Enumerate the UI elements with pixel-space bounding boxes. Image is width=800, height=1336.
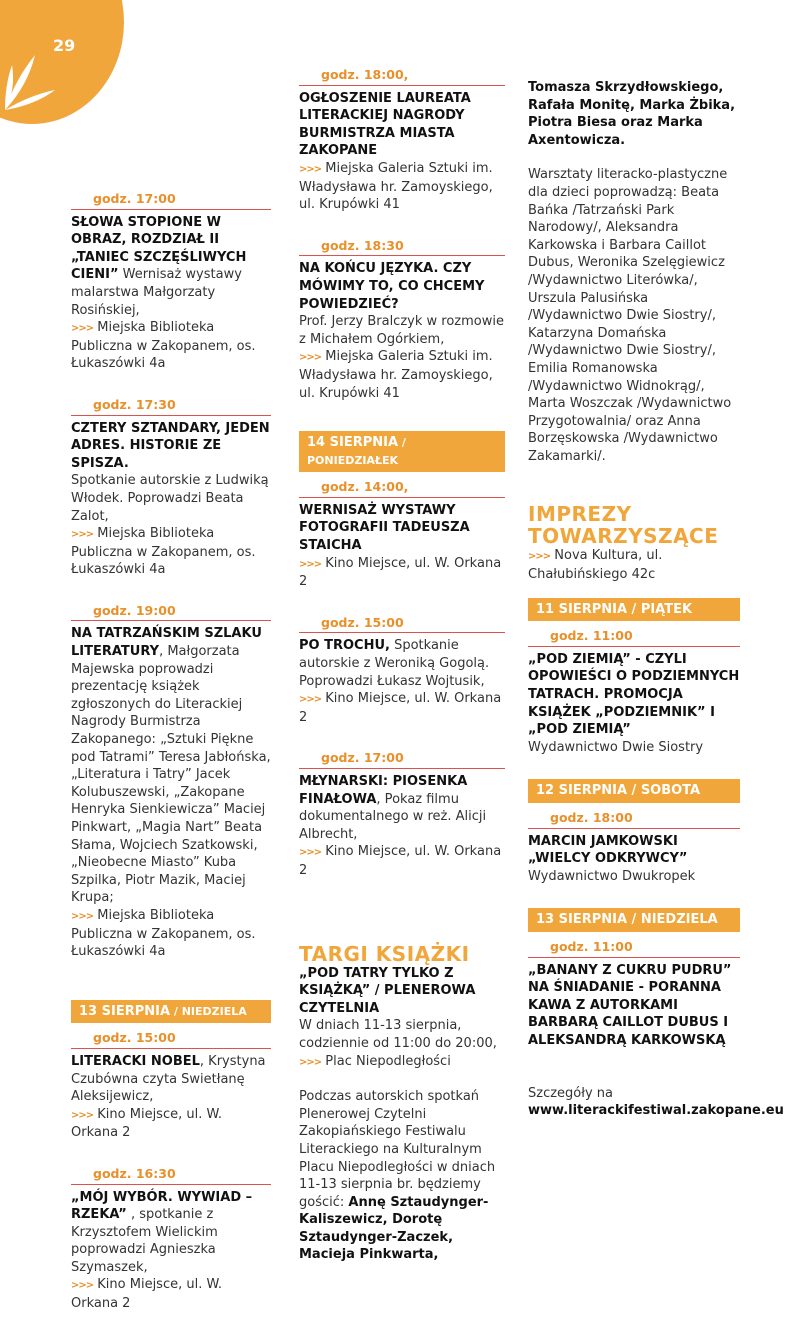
event-title: MŁYNARSKI: PIOSENKA FINAŁOWA	[299, 774, 468, 807]
event	[71, 602, 271, 961]
event-time: godz. 16:30	[71, 1165, 271, 1185]
event	[299, 478, 505, 591]
event-time: godz. 11:00	[528, 627, 740, 647]
event-desc: Wernisaż wystawy malarstwa Małgorzaty Rosińskiej,	[71, 267, 242, 318]
event-time: godz. 17:00	[299, 749, 505, 769]
event	[299, 749, 505, 879]
event-title: WERNISAŻ WYSTAWY FOTOGRAFII TADEUSZA STAICHA	[299, 502, 470, 554]
column-3	[528, 79, 784, 1120]
event-time: godz. 11:00	[528, 938, 740, 958]
day-header: 11 SIERPNIA / PIĄTEK	[528, 598, 740, 622]
event-title: „POD TATRY TYLKO Z KSIĄŻKĄ” / PLENEROWA CZYTELNIA	[299, 965, 476, 1016]
day-date: 13 SIERPNIA	[79, 1003, 171, 1019]
event-place: Nova Kultura, ul. Chałubińskiego 42c	[528, 548, 663, 583]
event-title: „POD ZIEMIĄ” - CZYLI OPOWIEŚCI O PODZIEMNYCH TATRACH. PROMOCJA KSIĄŻEK „PODZIEMNIK” I „POD ZIEMIĄ”	[528, 651, 740, 738]
fair-guests: Annę Sztaudynger-Kaliszewicz, Dorotę Sztaudynger-Zaczek, Macieja Pinkwarta,	[299, 1194, 489, 1263]
arrow-icon: >>>	[528, 551, 551, 563]
day-header	[299, 431, 505, 472]
event	[528, 938, 740, 1050]
event	[528, 627, 740, 756]
arrow-icon: >>>	[299, 694, 322, 706]
event	[71, 190, 271, 373]
event-title: SŁOWA STOPIONE W OBRAZ, ROZDZIAŁ II „TANIEC SZCZĘŚLIWYCH CIENI”	[71, 214, 247, 283]
event-title: CZTERY SZTANDARY, JEDEN ADRES. HISTORIE ZE SPISZA.	[71, 420, 270, 471]
footer-url[interactable]: www.literackifestiwal.zakopane.eu	[528, 1103, 784, 1119]
event-place: Miejska Biblioteka Publiczna w Zakopanem, os. Łukaszówki 4a	[71, 526, 256, 578]
day-weekday: / PONIEDZIAŁEK	[307, 436, 406, 467]
fair-paragraph: Podczas autorskich spotkań Plenerowej Czytelni Zakopiańskiego Festiwalu Literackiego na Kulturalnym Placu Niepodległości w dniach 11-13 sierpnia br. będziemy gościć:	[299, 1089, 496, 1210]
workshops-paragraph: Warsztaty literacko-plastyczne dla dzieci poprowadzą: Beata Bańka /Tatrzański Park Narodowy/, Aleksandra Karkowska i Barbara Caillot Dubus, Weronika Szelęgiewicz /Wydawnictwo Literówka/, Urszula Palusińska /Wydawnictwo Dwie Siostry/, Katarzyna Domańska /Wydawnictwo Dwie Siostry/, Emilia Romanowska /Wydawnictwo Widnokrąg/, Marta Woszczak /Wydawnictwo Przygotowalnia/ oraz Anna Borzęskowska /Wydawnictwo Zakamarki/.	[528, 167, 732, 464]
wheat-icon	[0, 40, 60, 120]
arrow-icon: >>>	[299, 352, 322, 364]
fair-guests-continued: Tomasza Skrzydłowskiego, Rafała Monitę, Marka Żbika, Piotra Biesa oraz Marka Axentowicza.	[528, 80, 736, 148]
event-place: Kino Miejsce, ul. W. Orkana 2	[299, 844, 502, 878]
day-header: 13 SIERPNIA / NIEDZIELA	[528, 908, 740, 932]
event-time: godz. 19:00	[71, 602, 271, 622]
event-desc: W dniach 11-13 sierpnia, codziennie od 11:00 do 20:00,	[299, 1018, 497, 1051]
event-title: MARCIN JAMKOWSKI „WIELCY ODKRYWCY”	[528, 833, 688, 867]
event-desc: Spotkanie autorskie z Ludwiką Włodek. Poprowadzi Beata Zalot,	[71, 473, 269, 524]
event	[299, 66, 505, 214]
arrow-icon: >>>	[299, 847, 322, 859]
column-2	[299, 66, 505, 1264]
event-title: NA KOŃCU JĘZYKA. CZY MÓWIMY TO, CO CHCEMY POWIEDZIEĆ?	[299, 261, 485, 312]
event-time: godz. 15:00	[71, 1029, 271, 1049]
event-desc: , spotkanie z Krzysztofem Wielickim poprowadzi Agnieszka Szymaszek,	[71, 1207, 218, 1275]
event-title: LITERACKI NOBEL	[71, 1053, 200, 1069]
event-place: Miejska Biblioteka Publiczna w Zakopanem, os. Łukaszówki 4a	[71, 907, 256, 960]
arrow-icon: >>>	[71, 323, 94, 335]
page-number: 29	[53, 36, 76, 55]
day-date: 14 SIERPNIA	[307, 435, 399, 451]
arrow-icon: >>>	[299, 558, 322, 570]
event-place: Kino Miejsce, ul. W. Orkana 2	[299, 555, 502, 590]
event-title: „BANANY Z CUKRU PUDRU” NA ŚNIADANIE - PORANNA KAWA Z AUTORKAMI BARBARĄ CAILLOT DUBUS I ALEKSANDRĄ KARKOWSKĄ	[528, 962, 732, 1048]
event	[299, 237, 505, 402]
event-place: Kino Miejsce, ul. W. Orkana 2	[299, 691, 502, 725]
arrow-icon: >>>	[71, 910, 94, 922]
day-header: 12 SIERPNIA / SOBOTA	[528, 779, 740, 803]
section-heading: TARGI KSIĄŻKI	[299, 941, 470, 966]
event-desc: Wydawnictwo Dwukropek	[528, 868, 696, 884]
event-time: godz. 18:30	[299, 237, 505, 257]
event-desc: , Krystyna Czubówna czyta Swietłanę Aleksijewicz,	[71, 1053, 266, 1105]
event	[71, 1165, 271, 1313]
day-weekday: / NIEDZIELA	[170, 1004, 247, 1018]
event-title: „MÓJ WYBÓR. WYWIAD – RZEKA”	[71, 1189, 253, 1223]
event-time: godz. 17:30	[71, 396, 271, 416]
event-time: godz. 15:00	[299, 614, 505, 634]
footer-label: Szczegóły na	[528, 1085, 613, 1101]
section-heading: IMPREZY TOWARZYSZĄCE	[528, 502, 719, 549]
arrow-icon: >>>	[71, 1280, 94, 1292]
event	[71, 1029, 271, 1142]
event-time: godz. 18:00,	[299, 66, 505, 86]
event-time: godz. 17:00	[71, 190, 271, 210]
event-title: OGŁOSZENIE LAUREATA LITERACKIEJ NAGRODY BURMISTRZA MIASTA ZAKOPANE	[299, 90, 471, 159]
event	[528, 809, 740, 885]
event-place: Miejska Galeria Sztuki im. Władysława hr. Zamoyskiego, ul. Krupówki 41	[299, 349, 493, 401]
event-desc: Wydawnictwo Dwie Siostry	[528, 739, 704, 755]
event-desc: Spotkanie autorskie z Weroniką Gogolą. Poprowadzi Łukasz Wojtusik,	[299, 638, 490, 689]
arrow-icon: >>>	[299, 1056, 322, 1068]
event-place: Kino Miejsce, ul. W. Orkana 2	[71, 1106, 222, 1141]
event	[71, 396, 271, 579]
event-title: PO TROCHU,	[299, 638, 390, 654]
event-title: NA TATRZAŃSKIM SZLAKU LITERATURY	[71, 626, 262, 660]
event-place: Miejska Biblioteka Publiczna w Zakopanem, os. Łukaszówki 4a	[71, 320, 256, 372]
event	[299, 614, 505, 727]
event-place: Plac Niepodległości	[325, 1053, 451, 1069]
event-desc: Prof. Jerzy Bralczyk w rozmowie z Michałem Ogórkiem,	[299, 314, 504, 347]
arrow-icon: >>>	[71, 1109, 94, 1121]
arrow-icon: >>>	[299, 163, 322, 175]
event-time: godz. 14:00,	[299, 478, 505, 498]
event-desc: , Pokaz filmu dokumentalnego w reż. Alicji Albrecht,	[299, 791, 487, 842]
event-desc: , Małgorzata Majewska poprowadzi prezentację książek zgłoszonych do Literackiej Nagrody Burmistrza Zakopanego: „Sztuki Piękne pod Tatrami” Teresa Jabłońska, „Literatura i Tatry” Jacek Kolubuszewski, „Zakopane Henryka Sienkiewicza” Maciej Pinkwart, „Magia Nart” Beata Słama, Wojciech Szatkowski, „Nieobecne Miasto” Kuba Szpilka, Piotr Mazik, Maciej Krupa;	[71, 644, 271, 906]
arrow-icon: >>>	[71, 529, 94, 541]
day-header	[71, 1000, 271, 1024]
event-place: Miejska Galeria Sztuki im. Władysława hr. Zamoyskiego, ul. Krupówki 41	[299, 160, 493, 213]
column-1	[71, 190, 271, 1336]
event-time: godz. 18:00	[528, 809, 740, 829]
event-place: Kino Miejsce, ul. W. Orkana 2	[71, 1277, 222, 1312]
